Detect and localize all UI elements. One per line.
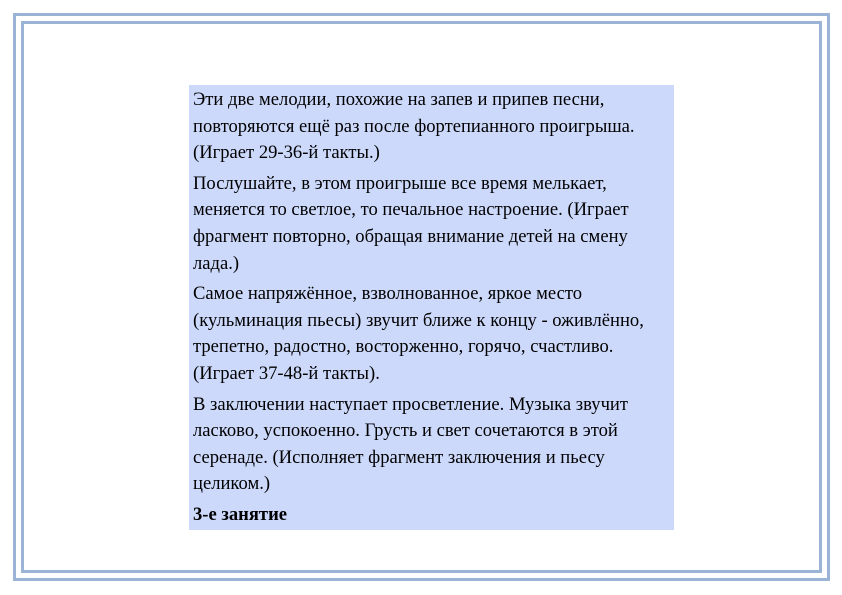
text-box bbox=[189, 85, 674, 530]
paragraph-1: Эти две мелодии, похожие на запев и припев песни, повторяются ещё раз после фортепианного проигрыша. (Играет 29-36-й такты.) bbox=[193, 89, 635, 164]
lesson-heading: 3-е занятие bbox=[193, 503, 288, 525]
paragraph-4: В заключении наступает просветление. Музыка звучит ласково, успокоенно. Грусть и свет сочетаются в этой серенаде. (Исполняет фрагмент заключения и пьесу целиком.) bbox=[193, 393, 629, 495]
paragraph-2: Послушайте, в этом проигрыше все время мелькает, меняется то светлое, то печальное настроение. (Играет фрагмент повторно, обращая внимание детей на смену лада.) bbox=[193, 172, 629, 274]
paragraph-3: Самое напряжённое, взволнованное, яркое место (кульминация пьесы) звучит ближе к концу - оживлённо, трепетно, радостно, восторженно, горячо, счастливо. (Играет 37-48-й такты). bbox=[193, 283, 644, 384]
